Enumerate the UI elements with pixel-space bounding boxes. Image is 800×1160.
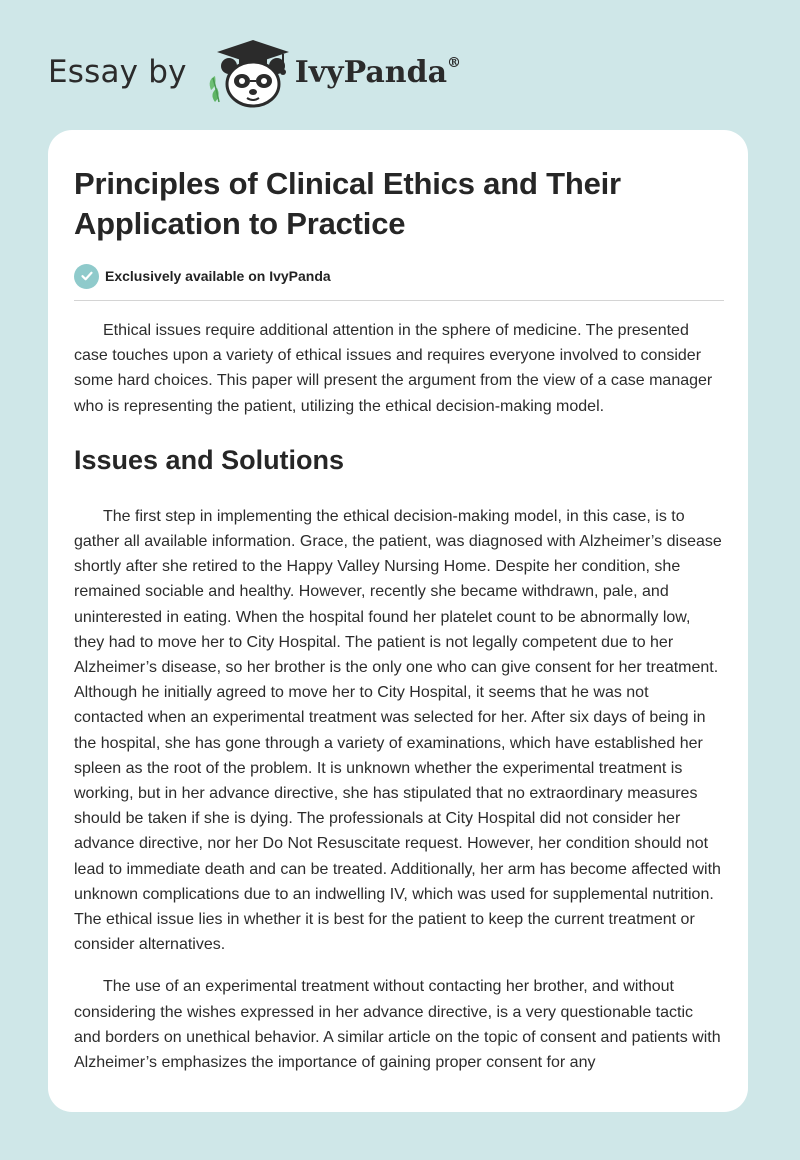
divider xyxy=(74,300,724,301)
body-paragraph: The first step in implementing the ethical decision-making model, in this case, is to gather all available information. Grace, the patient, was diagnosed with Alzheimer’s disease shortly after she retired to the Happy Valley Nursing Home. Despite her condition, she remained sociable and healthy. However, recently she became withdrawn, pale, and uninterested in eating. When the hospital found her platelet count to be abnormally low, they had to move her to City Hospital. The patient is not legally competent due to her Alzheimer’s disease, so her brother is the only one who can give consent for her treatment. Although he initially agreed to move her to City Hospital, it seems that he was not contacted when an experimental treatment was selected for her. After six days of being in the hospital, she has gone through a variety of examinations, which have established her spleen as the root of the problem. It is unknown whether the experimental treatment is working, but in her advance directive, she has stipulated that no extraordinary measures should be taken if she is dying. The professionals at City Hospital did not consider her advance directive, nor her Do Not Resuscitate request. However, her condition should not lead to immediate death and can be treated. Additionally, her arm has become affected with unknown complications due to an indwelling IV, which was used for supplemental nutrition. The ethical issue lies in whether it is best for the patient to keep the current treatment or consider alternatives. xyxy=(74,507,722,954)
check-circle-icon xyxy=(74,264,99,289)
exclusive-badge-label: Exclusively available on IvyPanda xyxy=(105,268,331,284)
essay-by-label: Essay by xyxy=(48,54,187,90)
exclusive-badge xyxy=(74,262,722,290)
essay-title: Principles of Clinical Ethics and Their Application to Practice xyxy=(74,166,621,241)
section-heading: Issues and Solutions xyxy=(74,444,345,475)
essay-card xyxy=(48,130,748,1112)
site-header xyxy=(48,36,461,108)
panda-logo-icon[interactable] xyxy=(203,36,293,108)
brand-name[interactable] xyxy=(295,55,461,90)
intro-paragraph: Ethical issues require additional attention in the sphere of medicine. The presented case touches upon a variety of ethical issues and requires everyone involved to consider some hard choices. This paper will present the argument from the view of a case manager who is representing the patient, utilizing the ethical decision-making model. xyxy=(74,322,713,415)
brand-name-text: IvyPanda xyxy=(294,54,448,90)
body-paragraph: The use of an experimental treatment without contacting her brother, and without considering the wishes expressed in her advance directive, is a very questionable tactic and borders on unethical behavior. A similar article on the topic of consent and patients with Alzheimer’s emphasizes the importance of gaining proper consent for any xyxy=(74,978,721,1072)
registered-mark: ® xyxy=(447,54,462,71)
